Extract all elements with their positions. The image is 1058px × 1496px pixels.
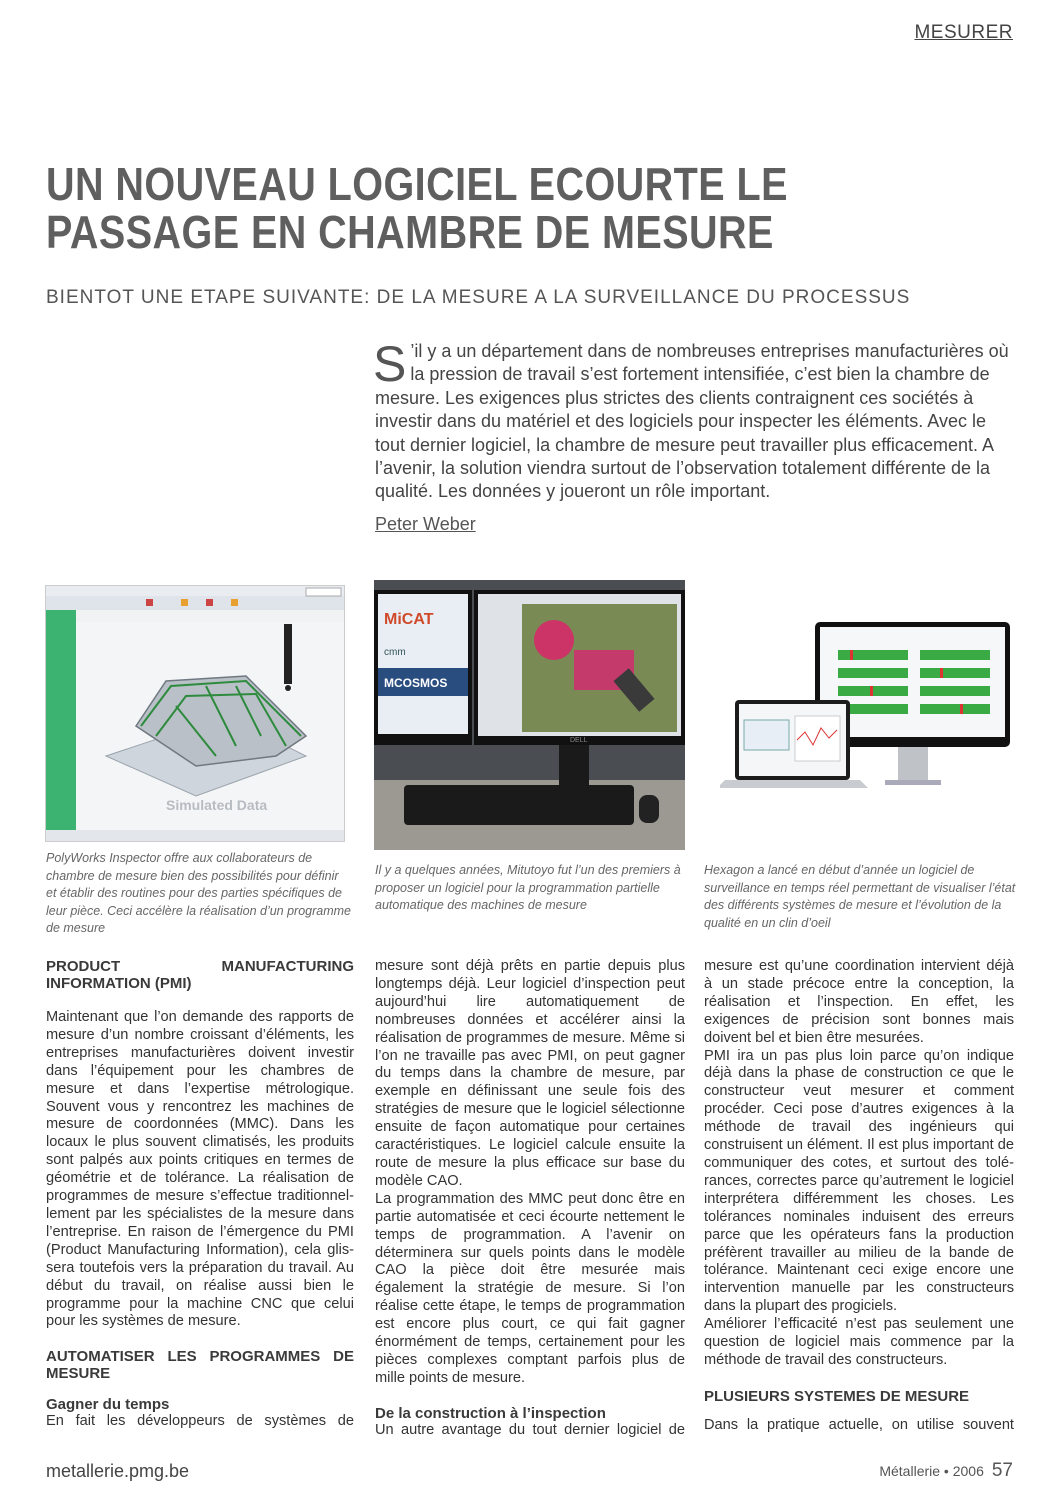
mitutoyo-illustration: [374, 580, 685, 850]
hexagon-screens: [720, 620, 1020, 835]
mcosmos-label: MCOSMOS: [384, 676, 448, 690]
heading-gagner-du-temps: Gagner du temps: [46, 1396, 170, 1414]
section-tag: MESURER: [914, 22, 1013, 43]
author-byline: Peter Weber: [375, 514, 476, 534]
footer-page-info: [879, 1460, 1013, 1482]
heading-plusieurs-systemes: PLUSIEURS SYSTEMES DE MESURE: [704, 1387, 970, 1405]
heading-pmi: PRODUCT MANUFACTURING INFORMATION (PMI): [46, 958, 354, 992]
title-line-2: PASSAGE EN CHAMBRE DE MESURE: [46, 206, 774, 258]
simulated-data-label: Simulated Data: [166, 797, 268, 813]
polyworks-screenshot: [45, 585, 345, 842]
col3-paragraph-3: Améliorer l’efficacité n’est pas seulement une question de logiciel mais commence par la méthode de travail des constructeurs.: [704, 1316, 1014, 1368]
col1-paragraph-2: En fait les développeurs de systèmes de: [46, 1413, 354, 1430]
article-subtitle: BIENTOT UNE ETAPE SUIVANTE: DE LA MESURE A LA SURVEILLANCE DU PROCESSUS: [46, 287, 911, 308]
page-number: 57: [991, 1460, 1013, 1481]
column-1: [46, 958, 354, 1431]
footer-website: metallerie.pmg.be: [46, 1461, 190, 1481]
col2-paragraph-2: La programmation des MMC peut donc être en partie automatisée et ceci écourte nettement le temps de programmation. A l’avenir on déterminera sur quels points dans le modèle CAO la pièce doit être mesurée mais également la stratégie de mesure. Si l’on réalise cette étape, le temps de programmation est encore plus court, ce qui fait gagner énormément de temps, certainement pour les pièces complexes comptant parfois plus de mille points de mesure.: [375, 1190, 685, 1386]
caption-hexagon: Hexagon a lancé en début d’année un logiciel de surveillance en temps réel permettant de visualiser l’état des différents systèmes de mesure et l’évolution de la qualité en un clin d’oeil: [704, 863, 1016, 930]
lead-text: ’il y a un département dans de nombreuses entreprises manufacturières où la pression de travail s’est fortement intensifiée, c’est bien la chambre de mesure. Les exigences plus strictes des clients contraignent ces sociétés à investir dans du matériel et des logiciels pour inspecter les éléments. Avec le tout dernier logiciel, la chambre de mesure peut travailler plus efficacement. A l’avenir, la solution viendra surtout de l’observation totalement différente de la qualité. Les données y joueront un rôle important.: [375, 341, 1009, 502]
col3-paragraph-2: PMI ira un pas plus loin parce qu’on indique déjà dans la phase de construction ce que le constructeur veut mesurer et comment procéder. Ceci pose d’autres exigences à la méthode de travail des ingénieurs qui construisent un élément. Il est plus important de communiquer des cotes, et surtout des tolérances, correctes parce qu’autrement le logiciel interprétera différemment les choses. Les tolérances nominales induisent des erreurs parce que les opérateurs fans la production préfèrent travailler au milieu de la bande de tolérance. Maintenant ceci exige encore une intervention manuelle par les constructeurs dans la plupart des progiciels.: [704, 1047, 1014, 1315]
caption-polyworks: PolyWorks Inspector offre aux collaborateurs de chambre de mesure bien des possibilités pour définir et établir des routines pour des parties spécifiques de leur pièce. Ceci accélère la réalisation d’un programme de mesure: [46, 851, 352, 935]
mitutoyo-photo: [374, 580, 685, 850]
article-title: [46, 160, 1009, 256]
micat-logo: MiCAT: [384, 611, 434, 628]
col2-paragraph-1: mesure sont déjà prêts en partie depuis plus longtemps déjà. Leur logiciel d’inspection peut aujourd’hui lire automatiquement de nombreuses données et accélérer ainsi la réalisation de programmes de mesure. Même si l’on ne travaille pas avec PMI, on peut gagner du temps dans la chambre de mesure, par exemple en définissant une seule fois des stratégies de mesure que le logiciel sélectionne ensuite de façon automatique pour certaines caractéristiques. Le logiciel calcule ensuite la route de mesure la plus efficace sur base du modèle CAO.: [375, 958, 685, 1189]
caption-mitutoyo: Il y a quelques années, Mitutoyo fut l’un des premiers à proposer un logiciel pour la programmation partielle automatique des machines de mesure: [375, 863, 681, 912]
lead-paragraph: [373, 336, 1015, 504]
heading-construction-inspection: De la construction à l’inspection: [375, 1404, 606, 1422]
col1-paragraph-1: Maintenant que l’on demande des rapports de mesure d’un nombre croissant d’éléments, les entreprises manufacturières doivent investir dans l’équipement pour les chambres de mesure et dans l’expertise métrologique. Souvent vous y rencontrez les machines de mesure de coordonnées (MMC). Dans les locaux le plus souvent climatisés, les produits sont palpés aux points critiques en termes de géométrie et de tolérance. La réalisation de programmes de mesure s’effectue traditionnellement par les spécialistes de la mesure dans l’entreprise. En raison de l’émergence du PMI (Product Manufacturing Information), cela glissera toutefois vers la préparation du travail. Au début du travail, on réalise aussi bien le programme pour la machine CNC que celui pour les systèmes de mesure.: [46, 1009, 354, 1330]
heading-automatiser: AUTOMATISER LES PROGRAMMES DE MESURE: [46, 1348, 354, 1383]
column-2: [375, 958, 685, 1440]
title-line-1: UN NOUVEAU LOGICIEL ECOURTE LE: [46, 158, 788, 210]
cmm-label: cmm: [384, 647, 406, 658]
dell-logo: DELL: [570, 737, 588, 744]
col3-paragraph-4: Dans la pratique actuelle, on utilise souvent: [704, 1416, 1014, 1433]
polyworks-illustration: [46, 586, 344, 841]
column-3: [704, 958, 1014, 1435]
col3-paragraph-1: mesure est qu’une coordination intervient déjà à un stade précoce entre la conception, la réalisation et l’inspection. En effet, les exigences de précision sont bonnes mais doivent bel et bien être mesurées.: [704, 958, 1014, 1046]
col2-paragraph-3: Un autre avantage du tout dernier logiciel de: [375, 1421, 685, 1438]
hexagon-illustration: [720, 620, 1020, 835]
drop-cap: S: [373, 336, 407, 392]
footer-magazine: Métallerie • 2006: [879, 1463, 984, 1479]
